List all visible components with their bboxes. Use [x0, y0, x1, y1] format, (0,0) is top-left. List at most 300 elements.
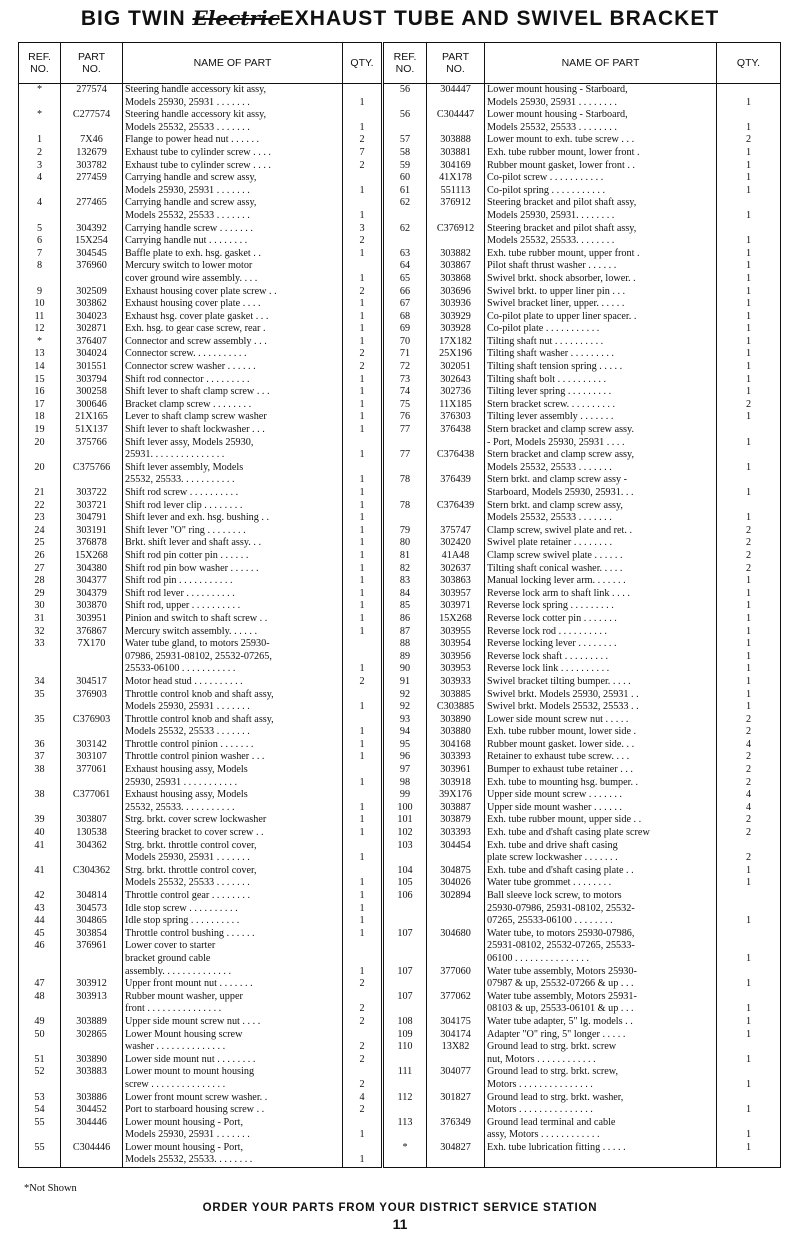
right-qty: 1: [717, 978, 781, 991]
right-qty: 4: [717, 739, 781, 752]
left-part-name: Mercury switch to lower motor: [123, 260, 343, 273]
right-ref-no: [383, 1129, 427, 1142]
left-part-no: 303889: [61, 1016, 123, 1029]
header-qty-right: QTY.: [717, 43, 781, 84]
right-part-name: Water tube assembly, Motors 25931-: [485, 991, 717, 1004]
right-part-no: 304175: [427, 1016, 485, 1029]
table-row: [19, 1154, 781, 1167]
left-part-no: 376960: [61, 260, 123, 273]
left-part-no: 303721: [61, 500, 123, 513]
right-ref-no: 68: [383, 311, 427, 324]
left-part-no: [61, 97, 123, 110]
header-name-of-part-right: NAME OF PART: [485, 43, 717, 84]
right-qty: [717, 109, 781, 122]
right-part-name: Motors . . . . . . . . . . . . . . .: [485, 1079, 717, 1092]
left-part-no: C377061: [61, 789, 123, 802]
right-qty: 1: [717, 374, 781, 387]
left-part-no: 303107: [61, 751, 123, 764]
right-ref-no: 95: [383, 739, 427, 752]
right-qty: 1: [717, 1079, 781, 1092]
right-qty: 1: [717, 575, 781, 588]
left-qty: [343, 789, 383, 802]
right-qty: 1: [717, 260, 781, 273]
left-qty: [343, 197, 383, 210]
left-ref-no: 39: [34, 814, 45, 826]
table-row: [19, 840, 781, 853]
left-ref-no: 23: [34, 512, 45, 524]
right-part-no: 303887: [427, 802, 485, 815]
table-row: [19, 348, 781, 361]
left-qty: 2: [343, 1003, 383, 1016]
left-part-no: [61, 651, 123, 664]
right-part-no: C303885: [427, 701, 485, 714]
right-qty: 2: [717, 563, 781, 576]
left-ref-no: [19, 273, 61, 286]
right-qty: 1: [717, 1029, 781, 1042]
left-part-name: Connector and screw assembly . . .: [123, 336, 343, 349]
right-part-no: [427, 122, 485, 135]
right-ref-no: 74: [383, 386, 427, 399]
right-part-no: 15X268: [427, 613, 485, 626]
right-qty: [717, 940, 781, 953]
right-part-name: Tilting shaft conical washer. . . . .: [485, 563, 717, 576]
left-part-no: 304865: [61, 915, 123, 928]
table-row: [19, 1029, 781, 1042]
left-ref-no: 29: [34, 587, 45, 599]
left-part-no: 376407: [61, 336, 123, 349]
left-part-no: 302865: [61, 1029, 123, 1042]
left-part-no: 376961: [61, 940, 123, 953]
right-part-name: Exh. tube rubber mount, upper side . .: [485, 814, 717, 827]
right-part-name: Lower mount housing - Starboard,: [485, 109, 717, 122]
table-row: [19, 248, 781, 261]
left-part-no: [61, 663, 123, 676]
left-part-no: 21X165: [61, 411, 123, 424]
left-part-name: Baffle plate to exh. hsg. gasket . .: [123, 248, 343, 261]
left-part-no: 304452: [61, 1104, 123, 1117]
right-qty: 1: [717, 1129, 781, 1142]
right-part-name: Tilting shaft tension spring . . . . .: [485, 361, 717, 374]
right-part-name: Clamp screw, swivel plate and ret. .: [485, 525, 717, 538]
right-part-name: Swivel brkt. shock absorber, lower. .: [485, 273, 717, 286]
right-part-name: Clamp screw swivel plate . . . . . .: [485, 550, 717, 563]
left-part-name: Carrying handle nut . . . . . . . .: [123, 235, 343, 248]
left-ref-no: 38: [34, 789, 45, 801]
right-part-no: 303918: [427, 777, 485, 790]
right-qty: 1: [717, 361, 781, 374]
left-ref-no: 30: [34, 600, 45, 612]
right-part-name: Ground lead to strg. brkt. screw: [485, 1041, 717, 1054]
right-qty: 1: [717, 97, 781, 110]
right-part-name: Exh. tube and drive shaft casing: [485, 840, 717, 853]
left-part-no: 304392: [61, 223, 123, 236]
left-part-name: Models 25532, 25533 . . . . . . .: [123, 210, 343, 223]
right-qty: 1: [717, 877, 781, 890]
right-ref-no: 65: [383, 273, 427, 286]
table-row: [19, 1016, 781, 1029]
left-part-name: Carrying handle screw . . . . . . .: [123, 223, 343, 236]
right-part-no: 304454: [427, 840, 485, 853]
left-qty: 1: [343, 928, 383, 941]
left-part-name: Throttle control pinion washer . . .: [123, 751, 343, 764]
right-part-no: 303955: [427, 626, 485, 639]
right-qty: 2: [717, 827, 781, 840]
table-row: [19, 701, 781, 714]
left-qty: [343, 437, 383, 450]
left-part-no: [61, 1154, 123, 1167]
left-qty: 4: [343, 1092, 383, 1105]
right-part-no: 303953: [427, 663, 485, 676]
left-part-no: 303854: [61, 928, 123, 941]
table-row: [19, 575, 781, 588]
right-part-name: Water tube adapter, 5" lg. models . .: [485, 1016, 717, 1029]
right-part-no: 17X182: [427, 336, 485, 349]
left-part-name: Shift rod pin . . . . . . . . . . .: [123, 575, 343, 588]
left-qty: 1: [343, 424, 383, 437]
left-qty: 1: [343, 563, 383, 576]
table-row: [19, 676, 781, 689]
table-row: [19, 903, 781, 916]
left-part-no: 303883: [61, 1066, 123, 1079]
right-part-no: [427, 1054, 485, 1067]
right-qty: 1: [717, 1142, 781, 1155]
right-part-name: Models 25930, 25931 . . . . . . . .: [485, 97, 717, 110]
left-part-no: [61, 449, 123, 462]
left-ref-no: 53: [34, 1091, 45, 1103]
left-ref-no: 4: [36, 197, 43, 209]
left-part-name: 25532, 25533. . . . . . . . . . .: [123, 802, 343, 815]
left-ref-no: 14: [34, 361, 45, 373]
left-qty: [343, 1117, 383, 1130]
left-part-name: Lower cover to starter: [123, 940, 343, 953]
table-row: [19, 877, 781, 890]
right-ref-no: 104: [383, 865, 427, 878]
right-part-no: [427, 1104, 485, 1117]
right-qty: 1: [717, 915, 781, 928]
table-row: [19, 411, 781, 424]
left-part-name: Lower mount to mount housing: [123, 1066, 343, 1079]
right-part-name: Bumper to exhaust tube retainer . . .: [485, 764, 717, 777]
left-ref-no: [19, 97, 61, 110]
left-part-name: Shift rod connector . . . . . . . . .: [123, 374, 343, 387]
left-part-name: Shift rod lever . . . . . . . . . .: [123, 588, 343, 601]
right-ref-no: [383, 1003, 427, 1016]
left-qty: 1: [343, 966, 383, 979]
right-ref-no: [383, 903, 427, 916]
right-ref-no: 86: [383, 613, 427, 626]
right-ref-no: 58: [383, 147, 427, 160]
left-part-no: 377061: [61, 764, 123, 777]
right-qty: 1: [717, 348, 781, 361]
left-ref-no: 22: [34, 499, 45, 511]
right-part-name: Steering bracket and pilot shaft assy,: [485, 223, 717, 236]
left-part-no: 301551: [61, 361, 123, 374]
right-part-no: 303888: [427, 134, 485, 147]
table-row: [19, 500, 781, 513]
left-qty: [343, 714, 383, 727]
right-part-no: 303954: [427, 638, 485, 651]
table-row: [19, 600, 781, 613]
left-ref-no: 32: [34, 625, 45, 637]
left-ref-no: 52: [34, 1066, 45, 1078]
left-part-name: Shift lever to shaft lockwasher . . .: [123, 424, 343, 437]
right-part-name: Steering bracket and pilot shaft assy,: [485, 197, 717, 210]
right-part-name: Exh. tube and d'shaft casing plate screw: [485, 827, 717, 840]
right-qty: 1: [717, 386, 781, 399]
table-row: [19, 588, 781, 601]
right-part-no: 303863: [427, 575, 485, 588]
right-ref-no: 100: [383, 802, 427, 815]
left-part-name: Carrying handle and screw assy,: [123, 172, 343, 185]
left-qty: [343, 940, 383, 953]
right-qty: 1: [717, 1104, 781, 1117]
left-qty: 1: [343, 626, 383, 639]
left-part-name: Lower mount housing - Port,: [123, 1142, 343, 1155]
left-ref-no: *: [36, 84, 43, 95]
left-part-no: 300646: [61, 399, 123, 412]
left-ref-no: 51: [34, 1053, 45, 1065]
right-ref-no: 99: [383, 789, 427, 802]
table-row: [19, 940, 781, 953]
table-row: [19, 424, 781, 437]
left-part-no: 376867: [61, 626, 123, 639]
left-ref-no: 54: [34, 1104, 45, 1116]
left-part-name: Models 25532, 25533 . . . . . . .: [123, 877, 343, 890]
right-part-name: Swivel brkt. to upper liner pin . . .: [485, 286, 717, 299]
left-part-no: 304362: [61, 840, 123, 853]
left-part-name: front . . . . . . . . . . . . . . .: [123, 1003, 343, 1016]
header-qty: QTY.: [343, 43, 383, 84]
left-qty: 1: [343, 739, 383, 752]
left-part-name: 07986, 25931-08102, 25532-07265,: [123, 651, 343, 664]
table-row: [19, 336, 781, 349]
left-part-name: bracket ground cable: [123, 953, 343, 966]
right-part-name: Reverse lock cotter pin . . . . . . .: [485, 613, 717, 626]
left-ref-no: [19, 966, 61, 979]
right-ref-no: [383, 97, 427, 110]
table-row: [19, 814, 781, 827]
table-row: [19, 865, 781, 878]
right-part-no: 303936: [427, 298, 485, 311]
left-ref-no: 19: [34, 424, 45, 436]
right-part-name: Upper side mount screw . . . . . . .: [485, 789, 717, 802]
left-part-name: Exhaust tube to cylinder screw . . . .: [123, 147, 343, 160]
table-row: [19, 991, 781, 1004]
right-ref-no: 73: [383, 374, 427, 387]
table-row: [19, 1092, 781, 1105]
left-ref-no: 45: [34, 927, 45, 939]
right-part-name: 07987 & up, 25532-07266 & up . . .: [485, 978, 717, 991]
right-part-no: 303393: [427, 751, 485, 764]
right-ref-no: [383, 940, 427, 953]
left-qty: 1: [343, 600, 383, 613]
left-part-name: Shift lever assembly, Models: [123, 462, 343, 475]
left-part-name: Idle stop screw . . . . . . . . . .: [123, 903, 343, 916]
table-row: [19, 1142, 781, 1155]
table-row: [19, 613, 781, 626]
right-part-name: Stern bracket screw. . . . . . . . . .: [485, 399, 717, 412]
left-part-name: Shift lever "O" ring . . . . . . . .: [123, 525, 343, 538]
left-ref-no: [19, 726, 61, 739]
left-part-no: 304024: [61, 348, 123, 361]
table-row: [19, 689, 781, 702]
right-part-name: Swivel bracket liner, upper. . . . . .: [485, 298, 717, 311]
left-ref-no: 35: [34, 713, 45, 725]
left-ref-no: [19, 185, 61, 198]
right-part-name: Lower mount to exh. tube screw . . .: [485, 134, 717, 147]
left-part-name: Shift rod screw . . . . . . . . . .: [123, 487, 343, 500]
right-part-no: 302894: [427, 890, 485, 903]
right-ref-no: 78: [383, 500, 427, 513]
right-part-no: 13X82: [427, 1041, 485, 1054]
left-ref-no: [19, 474, 61, 487]
left-part-name: Shift lever and exh. hsg. bushing . .: [123, 512, 343, 525]
right-part-no: 376349: [427, 1117, 485, 1130]
left-part-no: [61, 1079, 123, 1092]
right-part-no: 303885: [427, 689, 485, 702]
table-row: [19, 764, 781, 777]
right-ref-no: [383, 462, 427, 475]
right-qty: [717, 424, 781, 437]
right-part-no: 304447: [427, 84, 485, 97]
left-part-no: 304380: [61, 563, 123, 576]
left-qty: [343, 260, 383, 273]
table-row: [19, 361, 781, 374]
right-ref-no: 76: [383, 411, 427, 424]
left-ref-no: 26: [34, 549, 45, 561]
table-row: [19, 827, 781, 840]
right-qty: 1: [717, 638, 781, 651]
left-part-no: [61, 1003, 123, 1016]
right-part-no: 551113: [427, 185, 485, 198]
right-part-name: - Port, Models 25930, 25931 . . . .: [485, 437, 717, 450]
right-qty: 1: [717, 1054, 781, 1067]
right-part-name: Reverse lock link . . . . . . . . . .: [485, 663, 717, 676]
left-ref-no: 41: [34, 839, 45, 851]
left-part-name: Lower front mount screw washer. .: [123, 1092, 343, 1105]
left-qty: 1: [343, 852, 383, 865]
right-part-no: [427, 210, 485, 223]
right-ref-no: 83: [383, 575, 427, 588]
right-part-name: Pilot shaft thrust washer . . . . . .: [485, 260, 717, 273]
left-ref-no: 38: [34, 764, 45, 776]
right-part-no: 304174: [427, 1029, 485, 1042]
left-qty: 2: [343, 1104, 383, 1117]
table-row: [19, 714, 781, 727]
left-part-no: [61, 953, 123, 966]
left-ref-no: 37: [34, 751, 45, 763]
left-qty: 1: [343, 915, 383, 928]
left-ref-no: 28: [34, 575, 45, 587]
right-part-no: 302051: [427, 361, 485, 374]
right-part-name: Co-pilot screw . . . . . . . . . . .: [485, 172, 717, 185]
right-ref-no: 75: [383, 399, 427, 412]
right-ref-no: 69: [383, 323, 427, 336]
left-part-no: [61, 210, 123, 223]
right-part-no: 302643: [427, 374, 485, 387]
left-ref-no: 17: [34, 398, 45, 410]
right-ref-no: 56: [383, 84, 427, 97]
right-ref-no: 59: [383, 160, 427, 173]
header-part-no-right: [427, 43, 485, 84]
right-ref-no: [383, 1079, 427, 1092]
right-part-no: [427, 852, 485, 865]
table-row: [19, 185, 781, 198]
left-part-no: 303913: [61, 991, 123, 1004]
right-ref-no: 92: [383, 701, 427, 714]
left-part-no: 376903: [61, 689, 123, 702]
left-qty: [343, 651, 383, 664]
right-ref-no: 102: [383, 827, 427, 840]
right-part-no: 303881: [427, 147, 485, 160]
left-ref-no: [19, 1154, 61, 1167]
left-part-no: C304446: [61, 1142, 123, 1155]
right-ref-no: 62: [383, 223, 427, 236]
left-ref-no: [19, 1079, 61, 1092]
right-qty: 2: [717, 751, 781, 764]
header-part-label-right: PART NO.: [441, 51, 470, 75]
right-part-no: 303957: [427, 588, 485, 601]
left-ref-no: 9: [36, 285, 43, 297]
right-part-no: C304447: [427, 109, 485, 122]
right-part-no: [427, 1129, 485, 1142]
header-ref-label-right: REF. NO.: [393, 51, 417, 75]
left-ref-no: 35: [34, 688, 45, 700]
right-ref-no: 66: [383, 286, 427, 299]
left-part-name: 25533-06100 . . . . . . . . . . .: [123, 663, 343, 676]
right-part-name: Swivel brkt. Models 25930, 25931 . .: [485, 689, 717, 702]
right-qty: 1: [717, 487, 781, 500]
right-part-name: Reverse lock shaft . . . . . . . . .: [485, 651, 717, 664]
left-part-name: Brkt. shift lever and shaft assy. . .: [123, 537, 343, 550]
left-part-name: Models 25532, 25533. . . . . . . .: [123, 1154, 343, 1167]
left-qty: 2: [343, 235, 383, 248]
left-qty: 1: [343, 537, 383, 550]
left-qty: 1: [343, 802, 383, 815]
table-row: [19, 311, 781, 324]
right-part-no: 303933: [427, 676, 485, 689]
left-part-no: 7X170: [61, 638, 123, 651]
left-qty: 1: [343, 97, 383, 110]
left-part-name: Rubber mount washer, upper: [123, 991, 343, 1004]
table-row: [19, 323, 781, 336]
table-row: [19, 172, 781, 185]
table-row: [19, 890, 781, 903]
right-ref-no: 106: [383, 890, 427, 903]
left-qty: 1: [343, 827, 383, 840]
left-part-name: Steering handle accessory kit assy,: [123, 84, 343, 97]
right-qty: [717, 991, 781, 1004]
left-qty: [343, 1142, 383, 1155]
left-qty: 1: [343, 500, 383, 513]
left-ref-no: 27: [34, 562, 45, 574]
table-row: [19, 953, 781, 966]
right-part-name: [485, 1154, 717, 1167]
left-qty: 1: [343, 777, 383, 790]
right-part-name: Stern brkt. and clamp screw assy -: [485, 474, 717, 487]
right-ref-no: 101: [383, 814, 427, 827]
right-qty: 2: [717, 525, 781, 538]
right-part-name: Starboard, Models 25930, 25931. . .: [485, 487, 717, 500]
right-part-no: C376912: [427, 223, 485, 236]
right-part-name: Water tube assembly, Motors 25930-: [485, 966, 717, 979]
right-part-name: Stern bracket and clamp screw assy.: [485, 424, 717, 437]
left-qty: 1: [343, 487, 383, 500]
left-ref-no: 31: [34, 612, 45, 624]
title-suffix: EXHAUST TUBE AND SWIVEL BRACKET: [279, 7, 720, 30]
right-ref-no: 67: [383, 298, 427, 311]
left-part-name: Connector screw washer . . . . . .: [123, 361, 343, 374]
